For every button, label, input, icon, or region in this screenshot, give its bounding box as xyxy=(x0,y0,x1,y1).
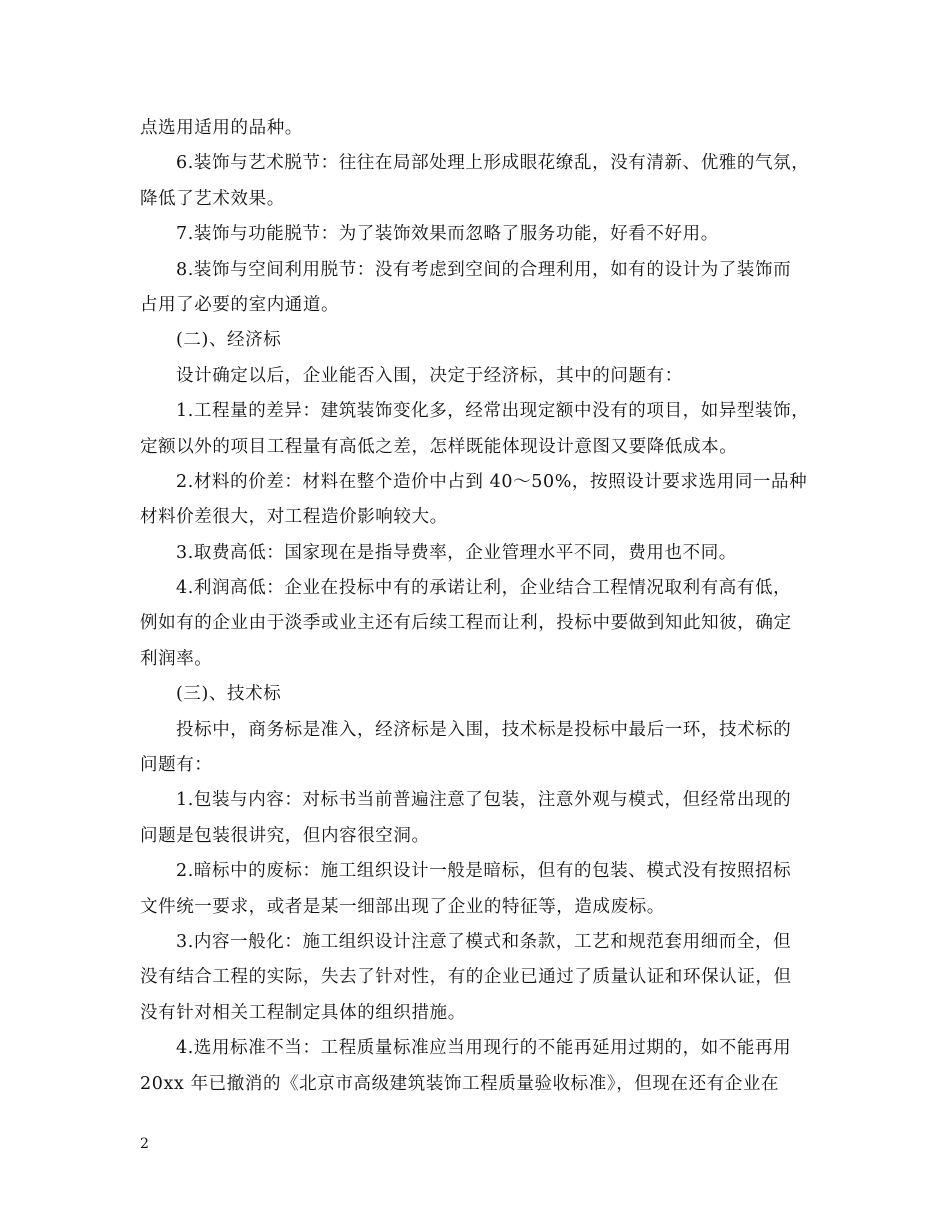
section-heading: (二)、经济标 xyxy=(176,330,282,351)
text-line: 没有针对相关工程制定具体的组织措施。 xyxy=(140,1002,466,1023)
text-line: 4.利润高低：企业在投标中有的承诺让利，企业结合工程情况取利有高有低， xyxy=(176,578,792,599)
text-line: 问题是包装很讲究，但内容很空洞。 xyxy=(140,825,430,846)
text-line: 1.工程量的差异：建筑装饰变化多，经常出现定额中没有的项目，如异型装饰， xyxy=(176,401,810,422)
text-line: 例如有的企业由于淡季或业主还有后续工程而让利，投标中要做到知此知彼，确定 xyxy=(140,613,792,634)
text-line: 占用了必要的室内通道。 xyxy=(140,294,340,315)
text-line: 1.包装与内容：对标书当前普遍注意了包装，注意外观与模式，但经常出现的 xyxy=(176,790,792,811)
page-number: 2 xyxy=(140,1136,149,1152)
document-body xyxy=(140,111,820,1102)
text-line: 6.装饰与艺术脱节：往往在局部处理上形成眼花缭乱，没有清新、优雅的气氛， xyxy=(176,153,810,174)
text-line: 2.暗标中的废标：施工组织设计一般是暗标，但有的包装、模式没有按照招标 xyxy=(176,861,792,882)
text-line: 3.内容一般化：施工组织设计注意了模式和条款，工艺和规范套用细而全，但 xyxy=(176,931,792,952)
text-line: 降低了艺术效果。 xyxy=(140,188,285,209)
text-line: 定额以外的项目工程量有高低之差，怎样既能体现设计意图又要降低成本。 xyxy=(140,436,738,457)
text-line: 3.取费高低：国家现在是指导费率，企业管理水平不同，费用也不同。 xyxy=(176,542,737,563)
text-line: 材料价差很大，对工程造价影响较大。 xyxy=(140,507,448,528)
text-line: 4.选用标准不当：工程质量标准应当用现行的不能再延用过期的，如不能再用 xyxy=(176,1038,792,1059)
text-line: 20xx 年已撤消的《北京市高级建筑装饰工程质量验收标准》，但现在还有企业在 xyxy=(140,1073,780,1094)
text-line: 利润率。 xyxy=(140,648,213,669)
text-line: 投标中，商务标是准入，经济标是入围，技术标是投标中最后一环，技术标的 xyxy=(176,719,792,740)
text-line: 2.材料的价差：材料在整个造价中占到 40～50%，按照设计要求选用同一品种 xyxy=(176,471,808,492)
text-line: 没有结合工程的实际，失去了针对性，有的企业已通过了质量认证和环保认证，但 xyxy=(140,967,792,988)
text-line: 点选用适用的品种。 xyxy=(140,118,303,138)
text-line: 问题有： xyxy=(140,755,213,776)
text-line: 8.装饰与空间利用脱节：没有考虑到空间的合理利用，如有的设计为了装饰而 xyxy=(176,259,792,280)
section-heading: (三)、技术标 xyxy=(176,684,282,705)
text-line: 文件统一要求，或者是某一细部出现了企业的特征等，造成废标。 xyxy=(140,896,665,917)
text-line: 设计确定以后，企业能否入围，决定于经济标，其中的问题有： xyxy=(176,365,683,386)
text-line: 7.装饰与功能脱节：为了装饰效果而忽略了服务功能，好看不好用。 xyxy=(176,224,719,245)
